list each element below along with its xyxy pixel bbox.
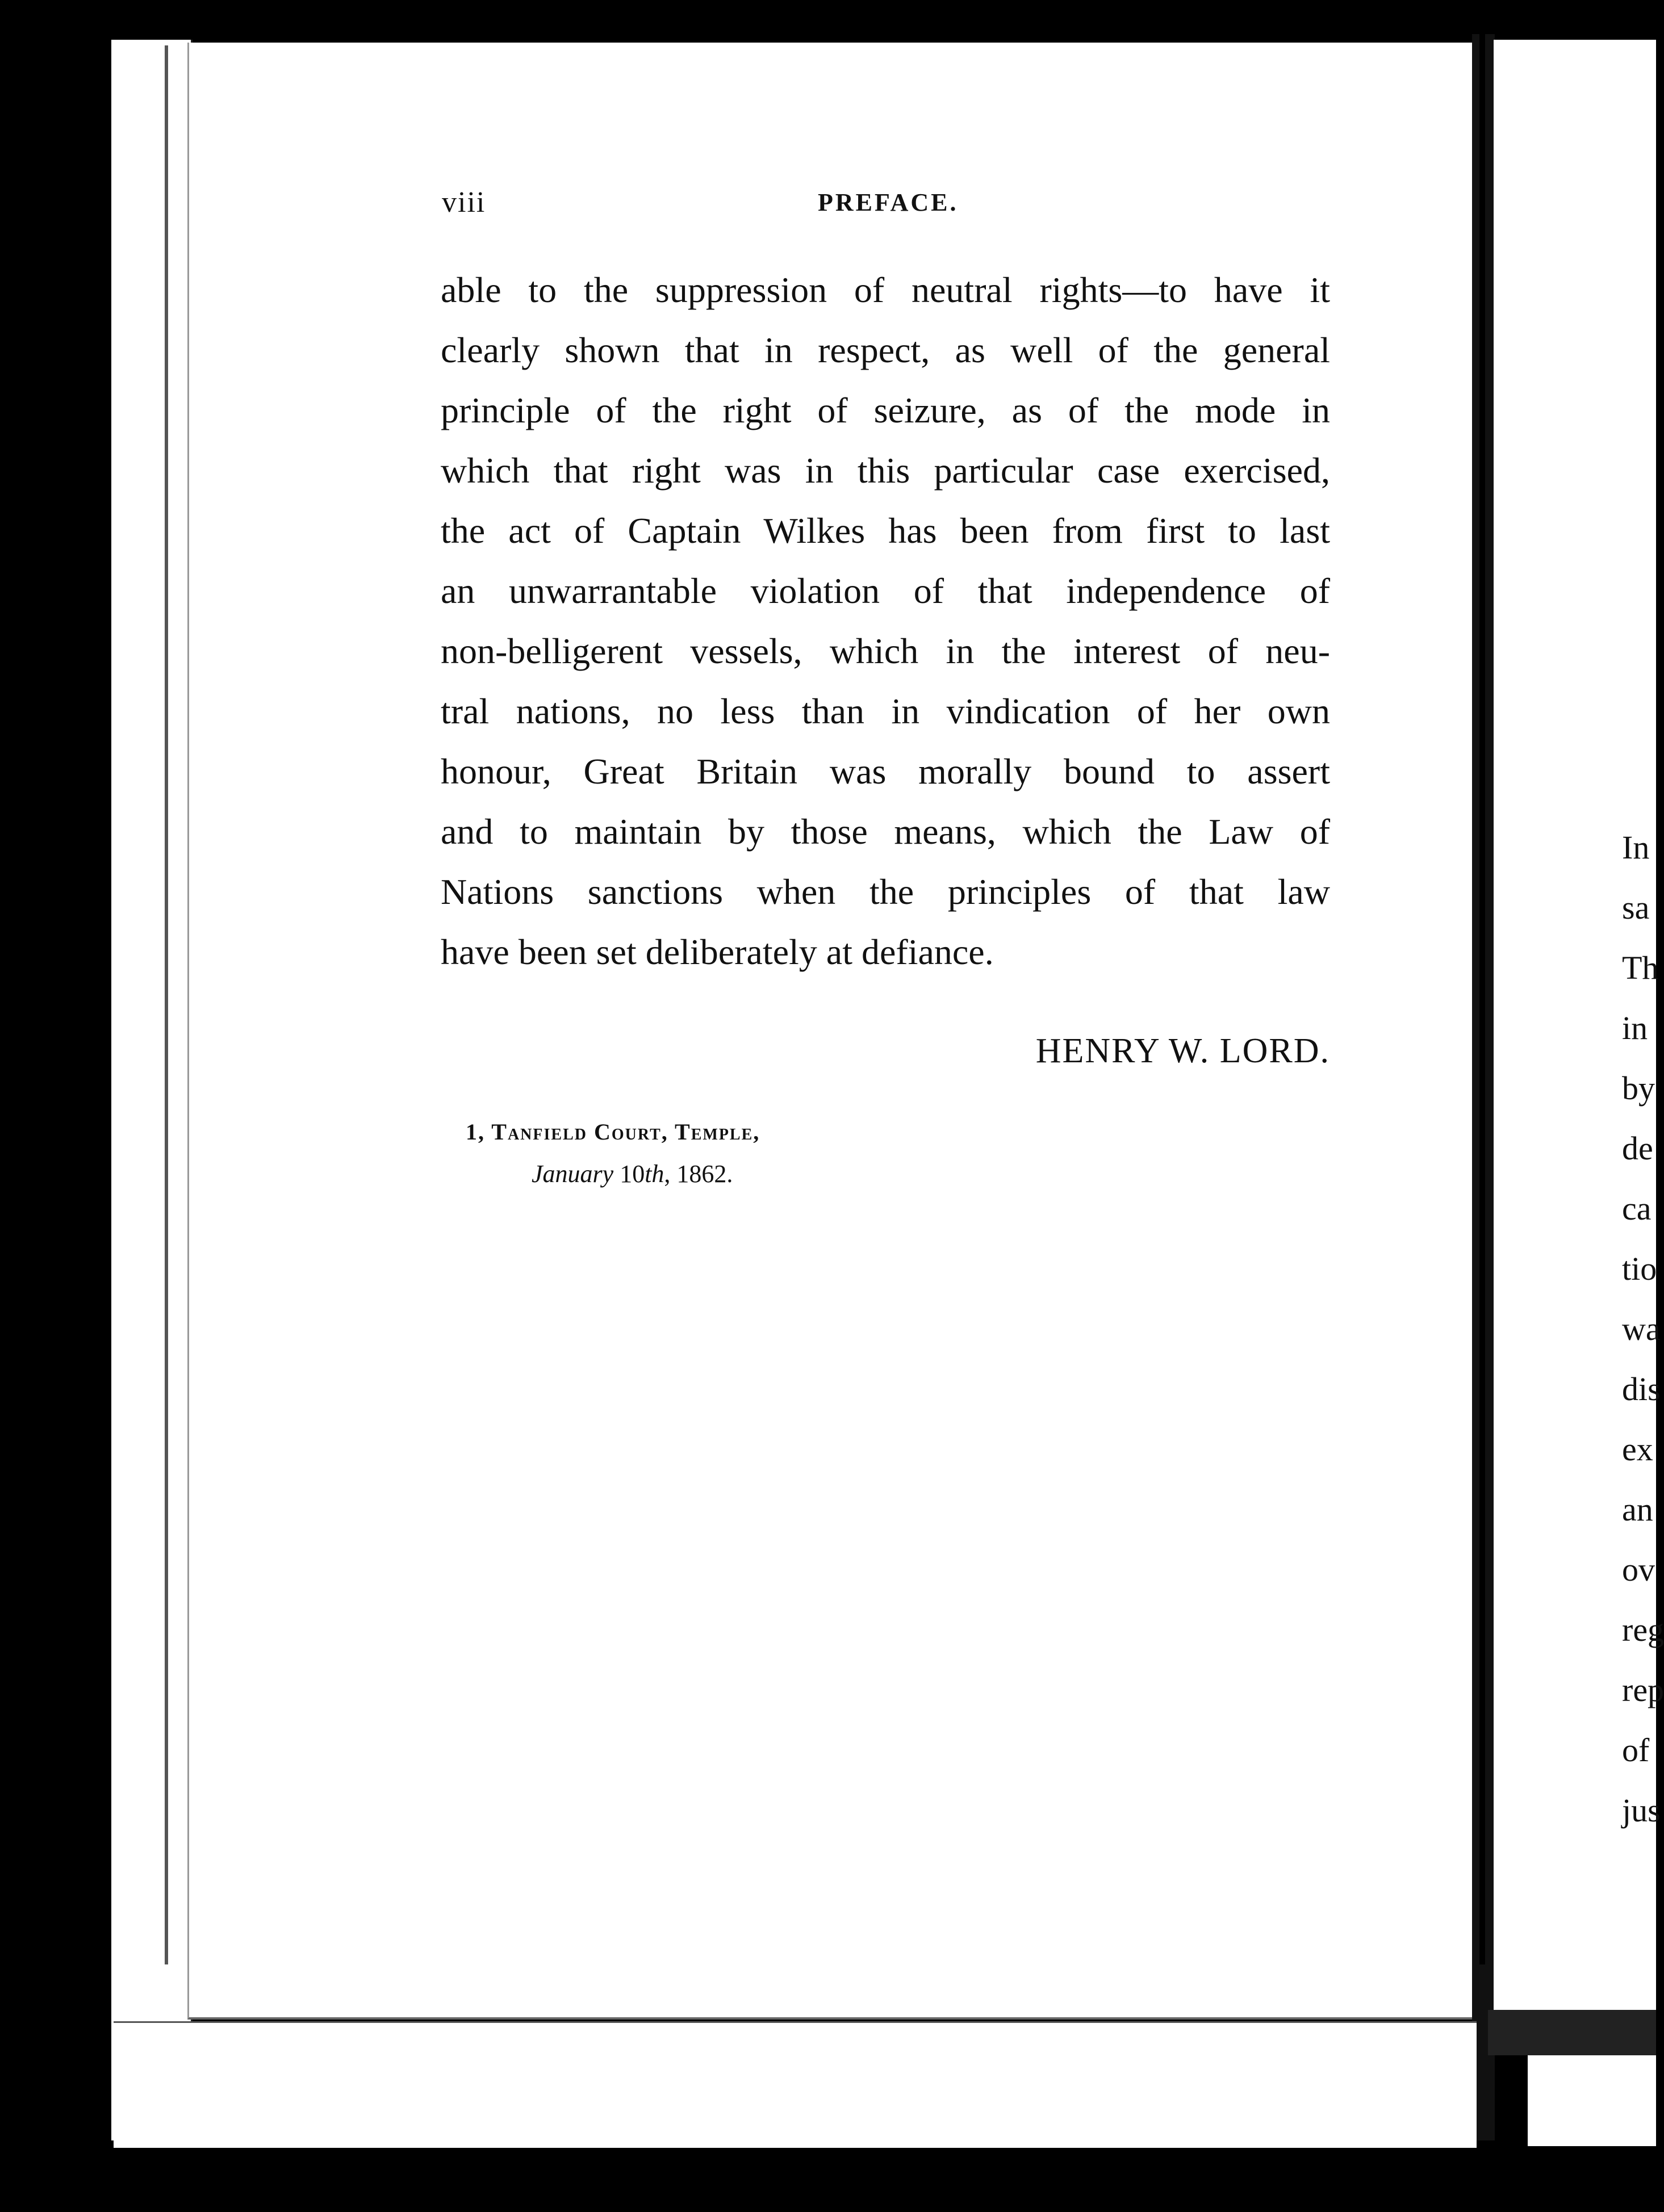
- facing-page-fragment: jus: [1622, 1792, 1661, 1829]
- facing-page-fragment: rep: [1622, 1671, 1664, 1708]
- facing-page-edge: [1488, 2010, 1656, 2055]
- facing-page-corner: [1528, 2055, 1656, 2146]
- body-text: [441, 260, 1330, 982]
- text-line: tral nations, no less than in vindication of her own: [441, 691, 1330, 731]
- text-line: honour, Great Britain was morally bound to assert: [441, 751, 1330, 791]
- bottom-page-edge: [114, 2021, 1477, 2148]
- author-signature: HENRY W. LORD.: [1035, 1032, 1330, 1070]
- date-line: [532, 1156, 733, 1192]
- facing-page-fragment: by: [1622, 1070, 1655, 1107]
- text-line: non-belligerent vessels, which in the interest of neu-: [441, 631, 1330, 671]
- address-line: 1, Tanfield Court, Temple,: [466, 1119, 760, 1145]
- text-line: have been set deliberately at defiance.: [441, 932, 994, 972]
- text-line: which that right was in this particular case exercised,: [441, 450, 1330, 491]
- facing-page-fragment: of: [1622, 1732, 1650, 1769]
- date-year: , 1862.: [664, 1160, 733, 1188]
- page-number: viii: [442, 186, 486, 219]
- facing-page-fragment: wa: [1622, 1310, 1661, 1347]
- text-line: clearly shown that in respect, as well of the general: [441, 330, 1330, 370]
- facing-page-fragment: reg: [1622, 1611, 1664, 1648]
- left-page-edge: [111, 40, 193, 2140]
- facing-page-fragment: ca: [1622, 1190, 1652, 1227]
- text-line: an unwarrantable violation of that independence of: [441, 571, 1330, 611]
- facing-page-fragment: in: [1622, 1009, 1648, 1046]
- date-day-suffix: th: [645, 1160, 664, 1188]
- date-day: 10: [620, 1160, 645, 1188]
- facing-page-fragment: tio: [1622, 1250, 1657, 1287]
- facing-page-fragment: Th: [1622, 949, 1659, 986]
- date-month: January: [532, 1160, 614, 1188]
- running-title: PREFACE.: [818, 188, 959, 216]
- page-edge-line: [165, 45, 168, 1964]
- facing-page-fragment: ex: [1622, 1431, 1653, 1468]
- facing-page-fragment: sa: [1622, 889, 1650, 926]
- text-line: able to the suppression of neutral rights—to have it: [441, 270, 1330, 310]
- text-line: principle of the right of seizure, as of the mode in: [441, 390, 1330, 430]
- facing-page-fragment: an: [1622, 1491, 1653, 1528]
- facing-page-fragment: ov: [1622, 1551, 1655, 1588]
- facing-page-text: [1622, 818, 1664, 1841]
- facing-page-fragment: de: [1622, 1130, 1653, 1167]
- text-line: Nations sanctions when the principles of that law: [441, 872, 1330, 912]
- gutter-shadow: [1479, 34, 1485, 1964]
- facing-page-fragment: In: [1622, 829, 1650, 866]
- facing-page-fragment: dis: [1622, 1371, 1661, 1407]
- text-line: and to maintain by those means, which the Law of: [441, 811, 1330, 852]
- text-line: the act of Captain Wilkes has been from first to last: [441, 510, 1330, 551]
